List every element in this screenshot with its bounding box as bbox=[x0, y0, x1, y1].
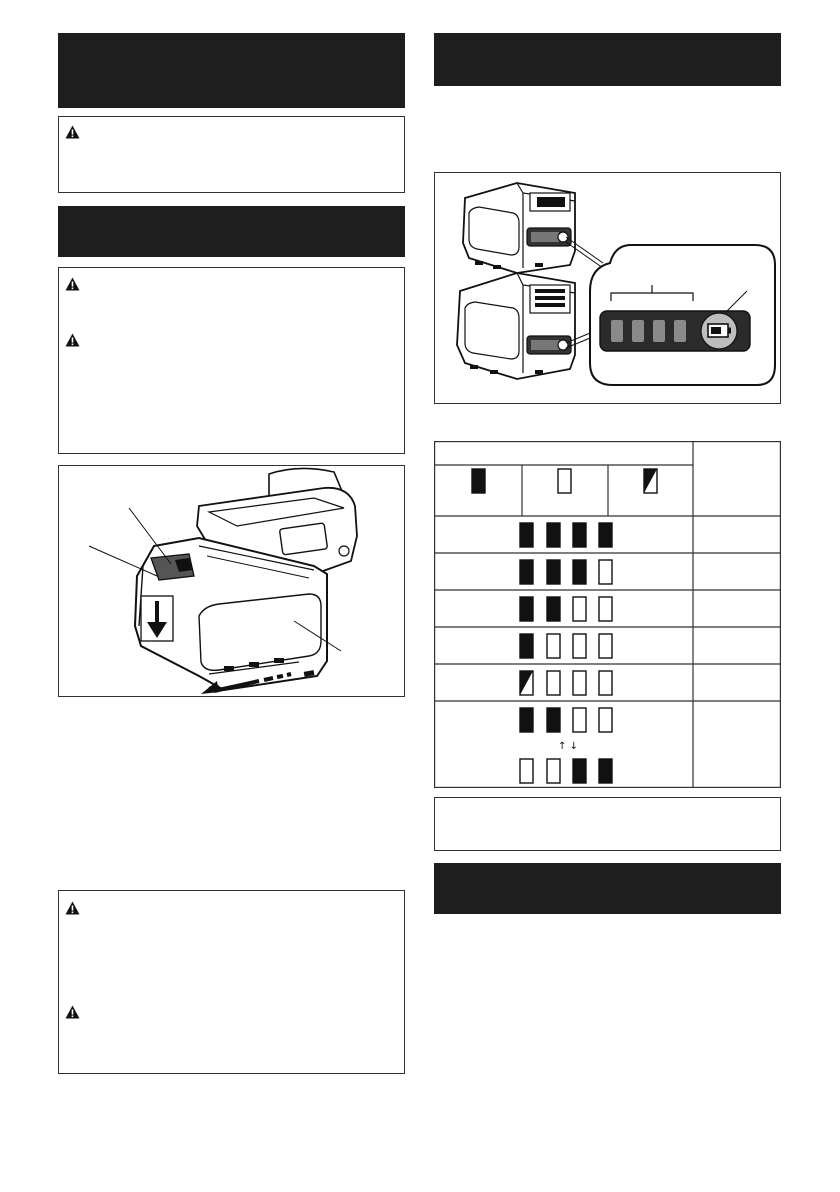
lamp-off-icon bbox=[599, 634, 612, 658]
warning-icon bbox=[65, 125, 80, 139]
lamp-off-icon bbox=[599, 708, 612, 732]
lamp-lit-icon bbox=[599, 523, 612, 547]
lamp-off-icon bbox=[558, 469, 571, 493]
note-box bbox=[434, 797, 781, 851]
lamp-lit-icon bbox=[599, 759, 612, 783]
lamp-lit-icon bbox=[520, 597, 533, 621]
lamp-off-icon bbox=[547, 634, 560, 658]
lamp-lit-icon bbox=[520, 523, 533, 547]
lamp-off-icon bbox=[520, 759, 533, 783]
battery-status-icon bbox=[701, 313, 737, 349]
lamp-off-icon bbox=[573, 671, 586, 695]
figure-battery-indicator bbox=[434, 172, 781, 404]
lamp-lit-icon bbox=[573, 560, 586, 584]
lamp-lit-icon bbox=[520, 634, 533, 658]
lamp-off-icon bbox=[573, 634, 586, 658]
warning-icon bbox=[65, 333, 80, 347]
warning-icon bbox=[65, 277, 80, 291]
section-banner-3 bbox=[434, 33, 781, 86]
alternating-arrows: ↑ ↓ bbox=[558, 741, 578, 752]
lamp-off-icon bbox=[573, 708, 586, 732]
indicator-table-grid bbox=[434, 441, 781, 788]
caution-box-3 bbox=[58, 890, 405, 1074]
caution-box-1 bbox=[58, 116, 405, 193]
lamp-lit-icon bbox=[573, 759, 586, 783]
lamp-lit-icon bbox=[573, 523, 586, 547]
battery-pack-illustration bbox=[435, 173, 780, 403]
lamp-lit-icon bbox=[547, 523, 560, 547]
lamp-off-icon bbox=[547, 671, 560, 695]
lamp-lit-icon bbox=[520, 560, 533, 584]
warning-icon bbox=[65, 1005, 80, 1019]
lamp-lit-icon bbox=[520, 708, 533, 732]
figure-battery-removal bbox=[58, 465, 405, 697]
lamp-off-icon bbox=[573, 597, 586, 621]
lamp-lit-icon bbox=[547, 560, 560, 584]
lamp-lit-icon bbox=[472, 469, 485, 493]
caution-box-2 bbox=[58, 267, 405, 454]
tool-battery-illustration bbox=[59, 466, 404, 696]
lamp-off-icon bbox=[599, 671, 612, 695]
section-banner-1 bbox=[58, 33, 405, 108]
section-banner-2 bbox=[58, 206, 405, 257]
lamp-lit-icon bbox=[547, 708, 560, 732]
lamp-off-icon bbox=[599, 560, 612, 584]
indicator-table bbox=[434, 441, 781, 788]
section-banner-4 bbox=[434, 863, 781, 914]
lamp-off-icon bbox=[547, 759, 560, 783]
arrow-down-icon bbox=[141, 596, 173, 641]
lamp-off-icon bbox=[599, 597, 612, 621]
lamp-lit-icon bbox=[547, 597, 560, 621]
warning-icon bbox=[65, 901, 80, 915]
